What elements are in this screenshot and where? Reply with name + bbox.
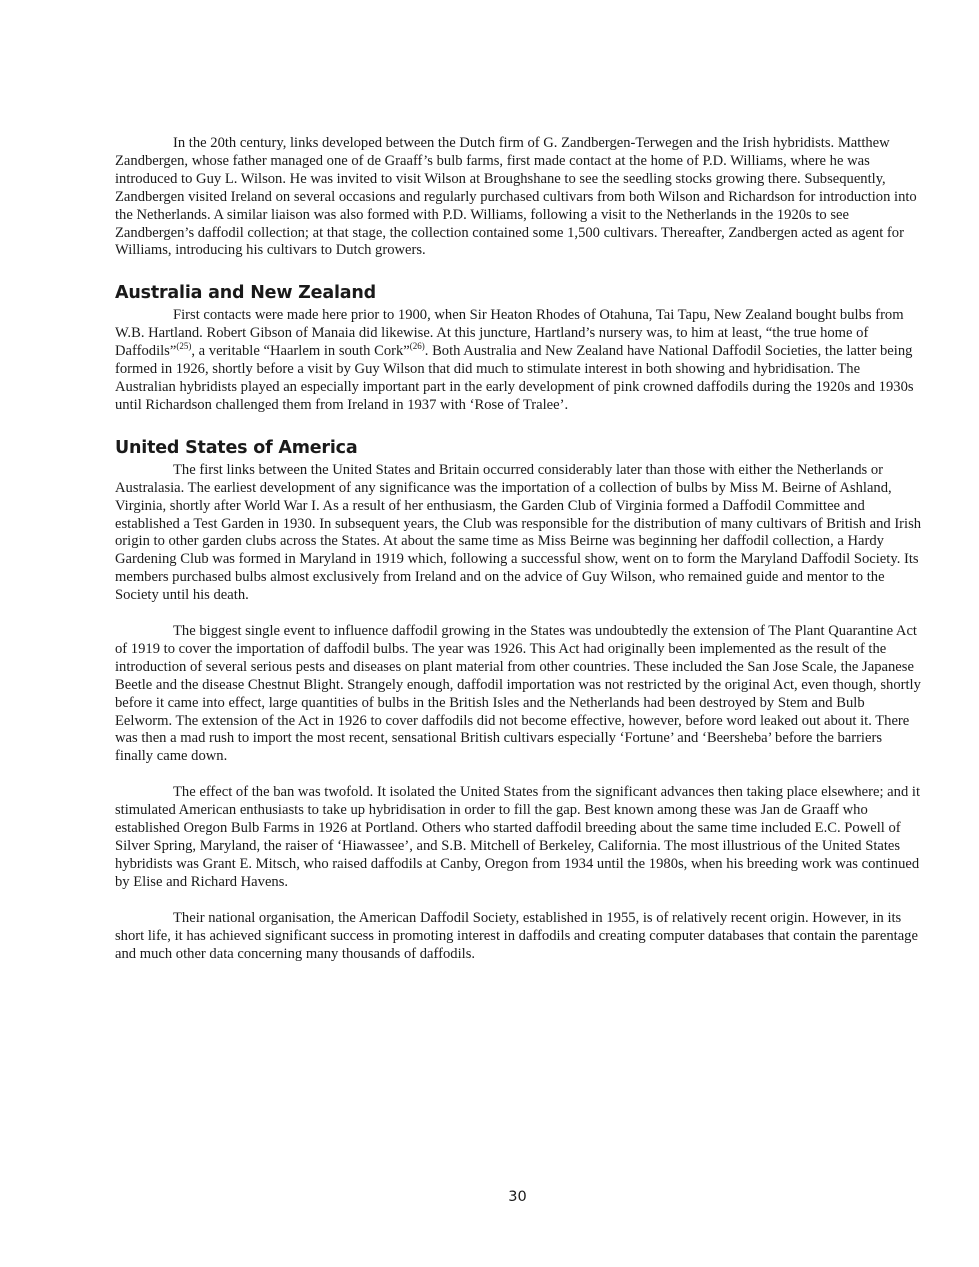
paragraph-dutch-links: In the 20th century, links developed between the Dutch firm of G. Zandbergen-Terwegen and the Irish hybridists. Matthew Zandbergen, whose father managed one of de Graaff’s bulb farms, first made contact at the home of P.D. Williams, where he was introduced to Guy L. Wilson. He was invited to visit Wilson at Broughshane to see the seedling stocks growing there. Subsequently, Zandbergen visited Ireland on several occasions and regularly purchased cultivars from both Wilson and Richardson for introduction into the Netherlands. A similar liaison was also formed with P.D. Williams, following a visit to the Netherlands in the 1920s to see Zandbergen’s daffodil collection; at that stage, the collection contained some 1,500 cultivars. Thereafter, Zandbergen acted as agent for Williams, introducing his cultivars to Dutch growers. <box>115 135 917 259</box>
paragraph-usa-early-links: The first links between the United States and Britain occurred considerably later than those with either the Netherlands or Australasia. The earliest development of any significance was the importation of a collection of bulbs by Miss M. Beirne of Ashland, Virginia, shortly after World War I. As a result of her enthusiasm, the Garden Club of Virginia formed a Daffodil Committee and established a Test Garden in 1930. In subsequent years, the Club was responsible for the distribution of many cultivars of British and Irish origin to other garden clubs across the States. At about the same time as Miss Beirne was beginning her daffodil collection, a Hardy Gardening Club was formed in Maryland in 1919 which, following a successful show, went on to form the Maryland Daffodil Society. Its members purchased bulbs almost exclusively from Ireland and on the advice of Guy Wilson, who remained guide and mentor to the Society until his death. <box>115 461 922 604</box>
paragraph-usa-ban-effect: The effect of the ban was twofold. It isolated the United States from the significant advances then taking place elsewhere; and it stimulated American enthusiasts to take up hybridisation in order to fill the gap. Best known among these was Jan de Graaff who established Oregon Bulb Farms in 1926 at Portland. Others who started daffodil breeding about the same time included E.C. Powell of Silver Spring, Maryland, the raiser of ‘Hiawassee’, and S.B. Mitchell of Berkeley, California. The most illustrious of the United States hybridists was Grant E. Mitsch, who raised daffodils at Canby, Oregon from 1934 until the 1980s, when his breeding work was continued by Elise and Richard Havens. <box>115 784 921 890</box>
aus-text-part-1: First contacts were made here prior to 1900, when Sir Heaton Rhodes of Otahuna, Tai Tapu, New Zealand bought bulbs from W.B. Hartland. Robert Gibson of Manaia did likewise. At this juncture, Hartland’s nursery was, to him at least, “the true home of Daffodils” <box>115 307 904 360</box>
paragraph-usa-national-society: Their national organisation, the American Daffodil Society, established in 1955, is of relatively recent origin. However, in its short life, it has achieved significant success in promoting interest in daffodils and creating computer databases that contain the parentage and much other data concerning many thousands of daffodils. <box>115 909 918 962</box>
paragraph-australia <box>115 307 923 414</box>
heading-australia-new-zealand: Australia and New Zealand <box>115 283 376 304</box>
paragraph-usa-quarantine-act: The biggest single event to influence daffodil growing in the States was undoubtedly the extension of The Plant Quarantine Act of 1919 to cover the importation of daffodil bulbs. The year was 1926. This Act had originally been implemented as the result of the introduction of several serious pests and diseases on plant material from other countries. These included the San Jose Scale, the Japanese Beetle and the disease Chestnut Blight. Strangely enough, daffodil importation was not restricted by the original Act, even though, shortly before it came into effect, large quantities of bulbs in the British Isles and the Netherlands had been destroyed by Stem and Bulb Eelworm. The extension of the Act in 1926 to cover daffodils did not become effective, however, before word leaked out about it. There was then a mad rush to import the most recent, sensational British cultivars especially ‘Fortune’ and ‘Beersheba’ before the barriers finally came down. <box>115 623 921 765</box>
document-page <box>115 135 923 963</box>
footnote-ref-25: (25) <box>176 341 192 352</box>
footnote-ref-26: (26) <box>409 341 425 352</box>
aus-text-part-3: . Both Australia and New Zealand have National Daffodil Societies, the latter being formed in 1926, shortly before a visit by Guy Wilson that did much to stimulate interest in both showing and hybridisation. The Australian hybridists played an especially important part in the early development of pink crowned daffodils during the 1920s and 1930s until Richardson challenged them from Ireland in 1937 with ‘Rose of Tralee’. <box>115 343 914 413</box>
aus-text-part-2: , a veritable “Haarlem in south Cork” <box>191 343 410 360</box>
heading-united-states: United States of America <box>115 437 358 458</box>
page-number: 30 <box>508 1189 527 1205</box>
